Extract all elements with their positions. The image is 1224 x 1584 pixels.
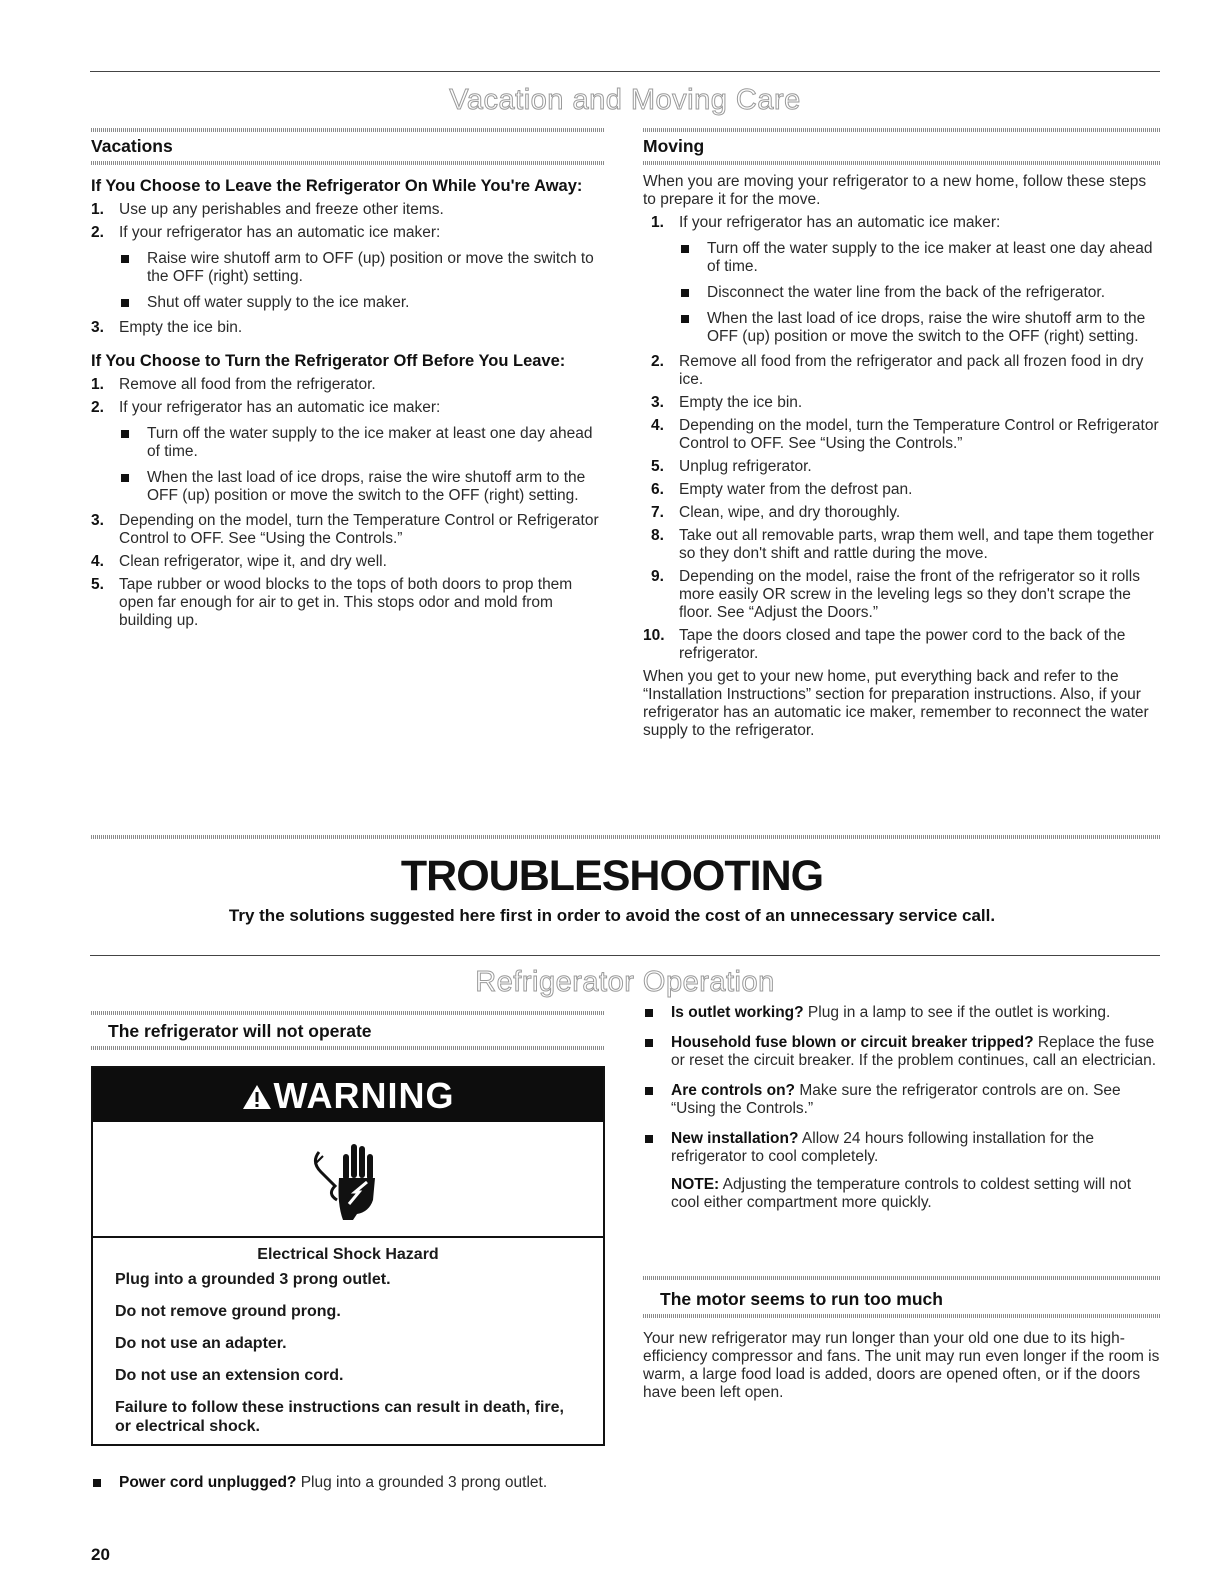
warning-line: Do not use an adapter.: [115, 1335, 287, 1352]
page-title: TROUBLESHOOTING: [400, 852, 824, 900]
troubleshooting-right-column: [643, 1004, 1160, 1212]
top-rule: [90, 71, 1160, 72]
bullet-item: Power cord unplugged? Plug into a grounded 3 prong outlet.: [91, 1474, 631, 1492]
warning-line: Do not remove ground prong.: [115, 1303, 341, 1320]
divider: [643, 1314, 1160, 1318]
shock-hazard-graphic: [93, 1122, 603, 1238]
not-operate-heading: The refrigerator will not operate: [108, 1021, 372, 1041]
vacation-section-title: Vacation and Moving Care: [449, 84, 801, 116]
bullet-icon: [681, 289, 689, 297]
warning-line: Plug into a grounded 3 prong outlet.: [115, 1271, 391, 1288]
bullet-item: Turn off the water supply to the ice maker at least one day ahead of time.: [119, 425, 605, 461]
moving-column: [643, 137, 1160, 740]
motor-text: Your new refrigerator may run longer than your old one due to its high-efficiency compressor and fans. The unit may run even longer if the room is warm, a large food load is added, doors are opened often, or if the doors have been left open.: [643, 1330, 1160, 1401]
divider: [643, 161, 1160, 165]
section-rule: [90, 955, 1160, 956]
list-item: 5. Unplug refrigerator.: [651, 458, 812, 475]
bullet-icon: [645, 1009, 653, 1017]
vacations-column: [91, 137, 605, 630]
bullet-icon: [681, 245, 689, 253]
warning-triangle-icon: [242, 1084, 272, 1110]
divider: [643, 1276, 1160, 1280]
bullet-item: Shut off water supply to the ice maker.: [119, 294, 605, 312]
bullet-icon: [645, 1087, 653, 1095]
list-item: 6. Empty water from the defrost pan.: [651, 481, 913, 498]
bullet-icon: [121, 474, 129, 482]
bullet-icon: [121, 299, 129, 307]
turn-off-heading: If You Choose to Turn the Refrigerator Off Before You Leave:: [91, 352, 566, 370]
list-item: 5. Tape rubber or wood blocks to the tops of both doors to prop them open far enough for air to get in. This stops odor and mold from building up.: [91, 576, 573, 629]
hazard-title: Electrical Shock Hazard: [257, 1246, 439, 1263]
divider: [91, 1011, 605, 1015]
bullet-icon: [645, 1135, 653, 1143]
warning-line: Failure to follow these instructions can result in death, fire, or electrical shock.: [115, 1399, 564, 1435]
list-item: 9. Depending on the model, raise the front of the refrigerator so it rolls more easily OR screw in the leveling legs so they don't scrape the floor. See “Adjust the Doors.”: [651, 568, 1140, 621]
divider: [91, 1046, 605, 1050]
list-item: 2. Remove all food from the refrigerator and pack all frozen food in dry ice.: [651, 353, 1144, 388]
bullet-item: When the last load of ice drops, raise the wire shutoff arm to the OFF (up) position or move the switch to the OFF (right) setting.: [679, 310, 1160, 346]
list-item: 10. Tape the doors closed and tape the power cord to the back of the refrigerator.: [643, 627, 1126, 662]
bullet-item: New installation? Allow 24 hours following installation for the refrigerator to cool completely.: [643, 1130, 1160, 1166]
list-item: 2. If your refrigerator has an automatic ice maker:: [91, 399, 441, 416]
warning-box: [91, 1066, 605, 1446]
bullet-item: Is outlet working? Plug in a lamp to see if the outlet is working.: [643, 1004, 1160, 1022]
bullet-item: Turn off the water supply to the ice maker at least one day ahead of time.: [679, 240, 1160, 276]
vacations-heading: Vacations: [91, 136, 173, 156]
bullet-icon: [121, 430, 129, 438]
power-cord-item: [91, 1474, 631, 1492]
leave-on-heading: If You Choose to Leave the Refrigerator On While You're Away:: [91, 177, 583, 195]
moving-outro: When you get to your new home, put everything back and refer to the “Installation Instructions” section for preparation instructions. Also, if your refrigerator has an automatic ice maker, remember to reconnect the water supply to the refrigerator.: [643, 668, 1149, 739]
bullet-item: Raise wire shutoff arm to OFF (up) position or move the switch to the OFF (right) setting.: [119, 250, 605, 286]
bullet-icon: [681, 315, 689, 323]
motor-heading: The motor seems to run too much: [660, 1289, 943, 1309]
list-item: 4. Clean refrigerator, wipe it, and dry well.: [91, 553, 387, 570]
list-item: 7. Clean, wipe, and dry thoroughly.: [651, 504, 901, 521]
refrigerator-operation-title: Refrigerator Operation: [475, 966, 775, 998]
tagline: Try the solutions suggested here first in order to avoid the cost of an unnecessary service call.: [228, 906, 996, 925]
list-item: 1. Use up any perishables and freeze other items.: [91, 201, 444, 218]
list-item: 3. Depending on the model, turn the Temperature Control or Refrigerator Control to OFF. See “Using the Controls.”: [91, 512, 599, 547]
bullet-item: Disconnect the water line from the back of the refrigerator.: [679, 284, 1160, 302]
divider: [91, 835, 1160, 839]
warning-label: WARNING: [273, 1075, 455, 1116]
bullet-item: Household fuse blown or circuit breaker tripped? Replace the fuse or reset the circuit breaker. If the problem continues, call an electrician.: [643, 1034, 1160, 1070]
list-item: 1. Remove all food from the refrigerator.: [91, 376, 376, 393]
warning-banner: [93, 1068, 603, 1122]
list-item: 8. Take out all removable parts, wrap them well, and tape them together so they don't shift and rattle during the move.: [651, 527, 1154, 562]
bullet-icon: [645, 1039, 653, 1047]
warning-lines: [93, 1264, 603, 1436]
bullet-icon: [121, 255, 129, 263]
bullet-item: Are controls on? Make sure the refrigerator controls are on. See “Using the Controls.”: [643, 1082, 1160, 1118]
electric-shock-hand-icon: [309, 1134, 389, 1224]
list-item: 3. Empty the ice bin.: [651, 394, 803, 411]
moving-intro: When you are moving your refrigerator to a new home, follow these steps to prepare it for the move.: [643, 173, 1147, 208]
warning-line: Do not use an extension cord.: [115, 1367, 344, 1384]
divider: [91, 161, 605, 165]
list-item: 4. Depending on the model, turn the Temperature Control or Refrigerator Control to OFF. See “Using the Controls.”: [651, 417, 1159, 452]
page-number: 20: [91, 1545, 110, 1564]
list-item: 1. If your refrigerator has an automatic ice maker:: [651, 214, 1001, 231]
bullet-item: When the last load of ice drops, raise the wire shutoff arm to the OFF (up) position or move the switch to the OFF (right) setting.: [119, 469, 605, 505]
list-item: 2. If your refrigerator has an automatic ice maker:: [91, 224, 441, 241]
divider: [91, 128, 605, 132]
divider: [643, 128, 1160, 132]
moving-heading: Moving: [643, 136, 705, 156]
bullet-icon: [93, 1479, 101, 1487]
list-item: 3. Empty the ice bin.: [91, 319, 243, 336]
note: NOTE: Adjusting the temperature controls to coldest setting will not cool either compartment more quickly.: [671, 1176, 1132, 1211]
